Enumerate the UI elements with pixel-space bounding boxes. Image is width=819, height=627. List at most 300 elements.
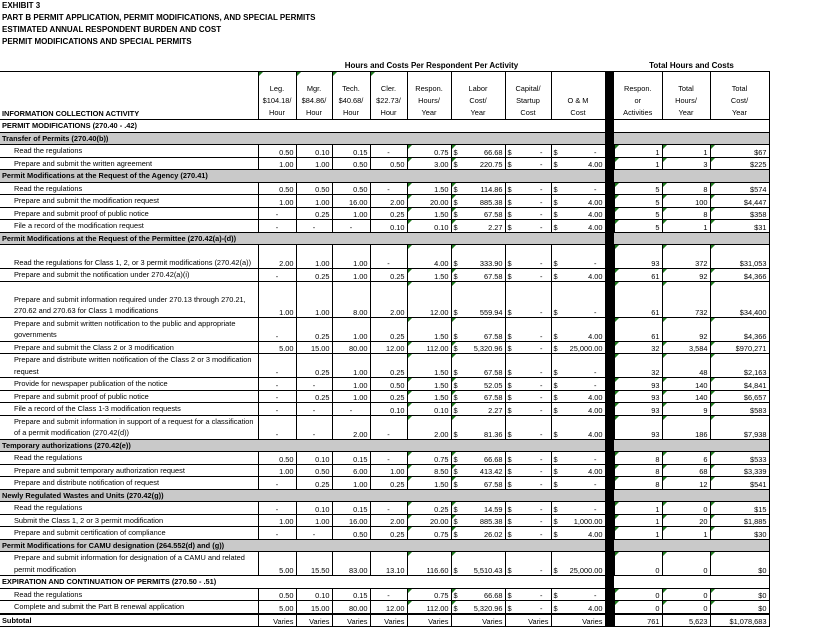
leg-cell: 1.00 — [258, 464, 296, 477]
labor-cost-cell — [451, 157, 505, 170]
om-cost-cell — [551, 378, 605, 391]
cler-cell: 0.50 — [370, 378, 407, 391]
table-row — [0, 281, 769, 317]
table-row — [0, 502, 769, 515]
cell-value: 5,320.96 — [473, 344, 503, 353]
cell-value: - — [540, 307, 543, 317]
mgr-header-line: Mgr. — [306, 84, 322, 93]
tech-cell: Varies — [332, 614, 370, 627]
tech-cell: 0.15 — [332, 452, 370, 465]
respon-hours-cell: 1.50 — [407, 207, 451, 220]
om-cost-header — [551, 72, 605, 120]
total-cost-header — [710, 72, 769, 120]
mgr-cell: 0.25 — [296, 477, 332, 490]
respondents-cell: 5 — [614, 182, 662, 195]
dollar-sign: $ — [453, 479, 458, 489]
cell-value: 4.00 — [588, 160, 603, 169]
respondents-cell: 61 — [614, 317, 662, 341]
column-header-row — [0, 72, 769, 120]
total-cost-cell: $541 — [710, 477, 769, 490]
cell-value: - — [540, 160, 543, 169]
respondents-cell: 93 — [614, 403, 662, 416]
dollar-sign: $ — [453, 210, 458, 219]
cell-value: 2.27 — [488, 405, 503, 415]
section-header-row — [0, 132, 769, 145]
total-hours-cell: 1 — [662, 220, 710, 233]
tech-cell: 2.00 — [332, 415, 370, 439]
total-hours-cell: 372 — [662, 245, 710, 269]
dollar-sign: $ — [553, 307, 558, 317]
tech-cell: 80.00 — [332, 601, 370, 614]
labor-cost-cell — [451, 245, 505, 269]
om-cost-cell — [551, 464, 605, 477]
labor-cost-cell — [451, 502, 505, 515]
subtotal-row — [0, 614, 769, 627]
activity-label: Read the regulations — [0, 502, 258, 515]
mgr-cell: 1.00 — [296, 245, 332, 269]
table-row — [0, 145, 769, 158]
dollar-sign: $ — [453, 185, 458, 194]
dollar-sign: $ — [553, 210, 558, 219]
cell-value: - — [540, 147, 543, 157]
om-cost-cell — [551, 145, 605, 158]
total-hours-cell: 68 — [662, 464, 710, 477]
total-cost-cell: $4,447 — [710, 195, 769, 208]
capital-cost-cell — [505, 527, 551, 540]
section-label: Permit Modifications at the Request of the Permittee (270.42(a)-(d)) — [0, 232, 258, 245]
om-cost-cell — [551, 452, 605, 465]
table-row — [0, 601, 769, 614]
cell-value: 25,000.00 — [569, 344, 603, 353]
dollar-sign: $ — [453, 517, 458, 526]
om-cost-cell — [551, 403, 605, 416]
om-cost-cell — [551, 269, 605, 282]
cell-value: 14.59 — [484, 504, 503, 514]
om-cost-cell — [551, 354, 605, 378]
dollar-sign: $ — [507, 210, 512, 219]
capital-cost-cell — [505, 354, 551, 378]
total_hours-header-line: Hours/ — [675, 96, 697, 105]
capital-cost-cell — [505, 281, 551, 317]
dollar-sign: $ — [453, 344, 458, 353]
cell-value: - — [540, 566, 543, 575]
cell-value: - — [540, 368, 543, 377]
cell-value: - — [594, 380, 597, 390]
cell-value: - — [540, 517, 543, 526]
tech-header-line: $40.68/ — [338, 96, 364, 105]
tech-cell: 0.15 — [332, 588, 370, 601]
respondents-cell: 0 — [614, 552, 662, 576]
cell-value: - — [540, 197, 543, 207]
cell-value: 66.68 — [484, 591, 503, 600]
total-cost-cell: $358 — [710, 207, 769, 220]
tech-cell: 0.50 — [332, 182, 370, 195]
total-group-title: Total Hours and Costs — [614, 59, 769, 72]
activity-column-header: INFORMATION COLLECTION ACTIVITY — [0, 72, 258, 120]
cell-value: - — [540, 380, 543, 390]
section-label: Temporary authorizations (270.42(e)) — [0, 439, 258, 452]
mgr-cell: 1.00 — [296, 195, 332, 208]
labor-cost-header — [451, 72, 505, 120]
total-cost-cell: $7,938 — [710, 415, 769, 439]
capital-cost-cell — [505, 477, 551, 490]
cler-cell: - — [370, 245, 407, 269]
respon-hours-cell: Varies — [407, 614, 451, 627]
cler-cell: 2.00 — [370, 514, 407, 527]
leg-cell: 0.50 — [258, 145, 296, 158]
table-row — [0, 477, 769, 490]
mgr-cell: 1.00 — [296, 157, 332, 170]
tech-cell: 83.00 — [332, 552, 370, 576]
dollar-sign: $ — [507, 454, 512, 464]
labor-cost-cell — [451, 588, 505, 601]
cell-value: - — [540, 603, 543, 613]
total_hours-header-line: Year — [678, 108, 694, 117]
cell-value: - — [540, 454, 543, 464]
total-cost-cell: $533 — [710, 452, 769, 465]
mgr-cell: 0.50 — [296, 182, 332, 195]
mgr-cell: - — [296, 403, 332, 416]
table-row — [0, 514, 769, 527]
mgr-header-line: $84.86/ — [301, 96, 327, 105]
dollar-sign: $ — [507, 344, 512, 353]
dollar-sign: $ — [507, 479, 512, 489]
mgr-cell: 15.00 — [296, 341, 332, 354]
total-cost-cell: $3,339 — [710, 464, 769, 477]
respon_hours-header-line: Year — [421, 108, 437, 117]
activity-label: Complete and submit the Part B renewal application — [0, 601, 258, 614]
om-header-line: Cost — [570, 108, 586, 117]
cler-cell: 0.25 — [370, 354, 407, 378]
cell-value: - — [594, 504, 597, 514]
table-row — [0, 317, 769, 341]
labor-cost-cell — [451, 403, 505, 416]
activity-label: Prepare and submit information for designation of a CAMU and related permit modification — [0, 552, 258, 576]
total-hours-cell: 92 — [662, 269, 710, 282]
respon-hours-header — [407, 72, 451, 120]
section-header-row — [0, 232, 769, 245]
cler-cell: 0.10 — [370, 220, 407, 233]
cell-value: 114.86 — [480, 185, 503, 194]
labor-cost-cell — [451, 341, 505, 354]
om-cost-cell — [551, 182, 605, 195]
capital-header-line: Cost — [520, 108, 536, 117]
cell-value: 4.00 — [588, 210, 603, 219]
om-cost-cell — [551, 601, 605, 614]
cell-value: - — [540, 591, 543, 600]
cell-value: 66.68 — [484, 454, 503, 464]
total-cost-cell: $0 — [710, 601, 769, 614]
leg-cell: 2.00 — [258, 245, 296, 269]
leg-cell: - — [258, 317, 296, 341]
cler-cell: - — [370, 145, 407, 158]
respondents-cell: 93 — [614, 378, 662, 391]
capital-cost-cell — [505, 601, 551, 614]
mgr-header-line: Hour — [305, 108, 323, 117]
labor-cost-cell — [451, 452, 505, 465]
activity-label: Read the regulations — [0, 588, 258, 601]
group-title-row — [0, 59, 769, 72]
cell-value: 81.36 — [484, 429, 503, 439]
leg-cell: - — [258, 354, 296, 378]
cler-cell: 0.25 — [370, 477, 407, 490]
total-cost-cell: $30 — [710, 527, 769, 540]
respondents-cell: 93 — [614, 415, 662, 439]
labor-cost-cell: Varies — [451, 614, 505, 627]
cler-cell: - — [370, 502, 407, 515]
section-label: EXPIRATION AND CONTINUATION OF PERMITS (270.50 - .51) — [0, 576, 258, 589]
section-label: PERMIT MODIFICATIONS (270.40 - .42) — [0, 120, 258, 133]
dollar-sign: $ — [453, 147, 458, 157]
cell-value: - — [540, 344, 543, 353]
dollar-sign: $ — [553, 454, 558, 464]
dollar-sign: $ — [453, 259, 458, 268]
activity-label: Prepare and submit proof of public notice — [0, 390, 258, 403]
om-cost-cell — [551, 207, 605, 220]
tech-cell: 0.15 — [332, 502, 370, 515]
cell-value: 52.05 — [484, 380, 503, 390]
mgr-cell: 15.50 — [296, 552, 332, 576]
cell-value: 67.58 — [484, 368, 503, 377]
activity-label: Prepare and submit the Class 2 or 3 modification — [0, 341, 258, 354]
respondents-cell: 93 — [614, 245, 662, 269]
dollar-sign: $ — [553, 405, 558, 415]
cell-value: 559.94 — [479, 307, 503, 317]
labor-cost-cell — [451, 390, 505, 403]
total-cost-cell: $4,841 — [710, 378, 769, 391]
labor-cost-cell — [451, 464, 505, 477]
activity-label: File a record of the Class 1-3 modification requests — [0, 403, 258, 416]
total-hours-cell: 8 — [662, 182, 710, 195]
cler-cell: 12.00 — [370, 601, 407, 614]
leg-cell: - — [258, 415, 296, 439]
respondents-cell: 1 — [614, 527, 662, 540]
cell-value: 67.58 — [484, 331, 503, 341]
total-hours-cell: 0 — [662, 588, 710, 601]
cell-value: - — [594, 307, 597, 317]
total-cost-cell: $970,271 — [710, 341, 769, 354]
dollar-sign: $ — [453, 454, 458, 464]
respon-hours-cell: 112.00 — [407, 601, 451, 614]
cler-cell: 0.50 — [370, 157, 407, 170]
dollar-sign: $ — [507, 405, 512, 415]
dollar-sign: $ — [507, 222, 512, 232]
dollar-sign: $ — [553, 368, 558, 377]
tech-rate-header — [332, 72, 370, 120]
respondents-cell: 61 — [614, 269, 662, 282]
capital-header-line: Capital/ — [515, 84, 541, 93]
total-hours-cell: 0 — [662, 552, 710, 576]
respondents-cell: 8 — [614, 477, 662, 490]
dollar-sign: $ — [453, 429, 458, 439]
leg-cell: 1.00 — [258, 157, 296, 170]
capital-cost-cell — [505, 317, 551, 341]
dollar-sign: $ — [507, 259, 512, 268]
total-cost-cell: $574 — [710, 182, 769, 195]
dollar-sign: $ — [453, 380, 458, 390]
om-cost-cell — [551, 415, 605, 439]
dollar-sign: $ — [507, 380, 512, 390]
tech-cell: 8.00 — [332, 281, 370, 317]
capital-header-line: Startup — [516, 96, 540, 105]
cell-value: - — [540, 467, 543, 476]
section-header-row — [0, 170, 769, 183]
tech-cell: - — [332, 403, 370, 416]
table-row — [0, 452, 769, 465]
mgr-cell: 0.10 — [296, 502, 332, 515]
dollar-sign: $ — [553, 271, 558, 281]
respon-hours-cell: 4.00 — [407, 245, 451, 269]
dollar-sign: $ — [507, 393, 512, 402]
activity-label: Prepare and submit temporary authorization request — [0, 464, 258, 477]
category-heading-row — [0, 576, 769, 589]
activity-label: Read the regulations — [0, 182, 258, 195]
capital-cost-cell — [505, 245, 551, 269]
mgr-cell: 0.10 — [296, 452, 332, 465]
leg-cell: 5.00 — [258, 552, 296, 576]
mgr-cell: - — [296, 220, 332, 233]
activity-label: Prepare and submit certification of compliance — [0, 527, 258, 540]
labor-cost-cell — [451, 527, 505, 540]
cell-value: - — [594, 185, 597, 194]
section-header-row — [0, 439, 769, 452]
cell-value: 25,000.00 — [569, 566, 603, 575]
dollar-sign: $ — [453, 331, 458, 341]
respon-hours-cell: 0.75 — [407, 145, 451, 158]
exhibit-section: PERMIT MODIFICATIONS AND SPECIAL PERMITS — [2, 37, 192, 46]
cell-value: 4.00 — [588, 271, 603, 281]
cell-value: - — [540, 222, 543, 232]
dollar-sign: $ — [453, 307, 458, 317]
total-hours-cell: 20 — [662, 514, 710, 527]
cell-value: - — [540, 271, 543, 281]
respon-hours-cell: 112.00 — [407, 341, 451, 354]
cell-value: 66.68 — [484, 147, 503, 157]
dollar-sign: $ — [553, 380, 558, 390]
respon_hours-header-line: Hours/ — [418, 96, 440, 105]
respon-hours-cell: 20.00 — [407, 195, 451, 208]
table-row — [0, 390, 769, 403]
leg-cell: - — [258, 390, 296, 403]
dollar-sign: $ — [453, 591, 458, 600]
respon_or-header-line: or — [634, 96, 642, 105]
respon-hours-cell: 20.00 — [407, 514, 451, 527]
cell-value: - — [540, 504, 543, 514]
mgr-rate-header — [296, 72, 332, 120]
per-respondent-group-title: Hours and Costs Per Respondent Per Activity — [258, 59, 605, 72]
cell-value: 67.58 — [484, 393, 503, 402]
mgr-cell: 1.00 — [296, 514, 332, 527]
activity-label: Prepare and submit the notification under 270.42(a)(i) — [0, 269, 258, 282]
mgr-cell: 0.25 — [296, 207, 332, 220]
dollar-sign: $ — [453, 504, 458, 514]
total-cost-cell: $4,366 — [710, 317, 769, 341]
om-cost-cell — [551, 281, 605, 317]
capital-cost-cell — [505, 588, 551, 601]
cell-value: - — [594, 591, 597, 600]
capital-cost-cell — [505, 415, 551, 439]
table-row — [0, 207, 769, 220]
labor-cost-cell — [451, 269, 505, 282]
total-cost-cell: $31 — [710, 220, 769, 233]
total-hours-cell: 6 — [662, 452, 710, 465]
burden-table — [0, 59, 770, 627]
cell-value: 5,510.43 — [473, 566, 503, 575]
respondents-cell: 761 — [614, 614, 662, 627]
labor-cost-cell — [451, 195, 505, 208]
dollar-sign: $ — [553, 504, 558, 514]
section-header-row — [0, 489, 769, 502]
table-row — [0, 403, 769, 416]
total-cost-cell: $6,657 — [710, 390, 769, 403]
total-hours-cell: 9 — [662, 403, 710, 416]
cell-value: 885.38 — [479, 517, 503, 526]
cler-cell: 2.00 — [370, 281, 407, 317]
dollar-sign: $ — [553, 185, 558, 194]
respon-hours-cell: 2.00 — [407, 415, 451, 439]
respondents-cell: 0 — [614, 588, 662, 601]
activity-label: Provide for newspaper publication of the notice — [0, 378, 258, 391]
cell-value: - — [540, 405, 543, 415]
capital-cost-cell — [505, 195, 551, 208]
tech-cell: 1.00 — [332, 390, 370, 403]
table-row — [0, 588, 769, 601]
labor-header-line: Cost/ — [469, 96, 487, 105]
total-hours-cell: 732 — [662, 281, 710, 317]
dollar-sign: $ — [453, 271, 458, 281]
dollar-sign: $ — [453, 393, 458, 402]
total-hours-cell: 3 — [662, 157, 710, 170]
leg-header-line: Leg. — [269, 84, 285, 93]
om-cost-cell — [551, 341, 605, 354]
om-cost-cell — [551, 527, 605, 540]
dollar-sign: $ — [453, 197, 458, 207]
cler-cell: 0.25 — [370, 317, 407, 341]
total-hours-cell: 100 — [662, 195, 710, 208]
total_cost-header-line: Year — [732, 108, 747, 117]
exhibit-subtitle: ESTIMATED ANNUAL RESPONDENT BURDEN AND COST — [2, 25, 222, 34]
respondents-cell: 0 — [614, 601, 662, 614]
activity-label: Prepare and submit the modification request — [0, 195, 258, 208]
cell-value: - — [594, 147, 597, 157]
labor-header-line: Labor — [468, 84, 488, 93]
cell-value: - — [540, 185, 543, 194]
dollar-sign: $ — [507, 307, 512, 317]
respondents-cell: 5 — [614, 220, 662, 233]
dollar-sign: $ — [507, 271, 512, 281]
category-heading-row — [0, 120, 769, 133]
labor-cost-cell — [451, 220, 505, 233]
cell-value: - — [594, 259, 597, 268]
cell-value: 333.90 — [479, 259, 503, 268]
dollar-sign: $ — [453, 368, 458, 377]
total-hours-cell: 3,584 — [662, 341, 710, 354]
tech-cell: 1.00 — [332, 317, 370, 341]
respon-hours-cell: 12.00 — [407, 281, 451, 317]
total-cost-cell: $1,078,683 — [710, 614, 769, 627]
dollar-sign: $ — [553, 479, 558, 489]
dollar-sign: $ — [553, 160, 558, 169]
mgr-cell: Varies — [296, 614, 332, 627]
cell-value: - — [540, 429, 543, 439]
cell-value: 26.02 — [484, 529, 503, 539]
leg-cell: - — [258, 269, 296, 282]
tech-cell: - — [332, 220, 370, 233]
dollar-sign: $ — [553, 197, 558, 207]
mgr-cell: 0.25 — [296, 354, 332, 378]
tech-header-line: Hour — [342, 108, 360, 117]
tech-cell: 1.00 — [332, 245, 370, 269]
